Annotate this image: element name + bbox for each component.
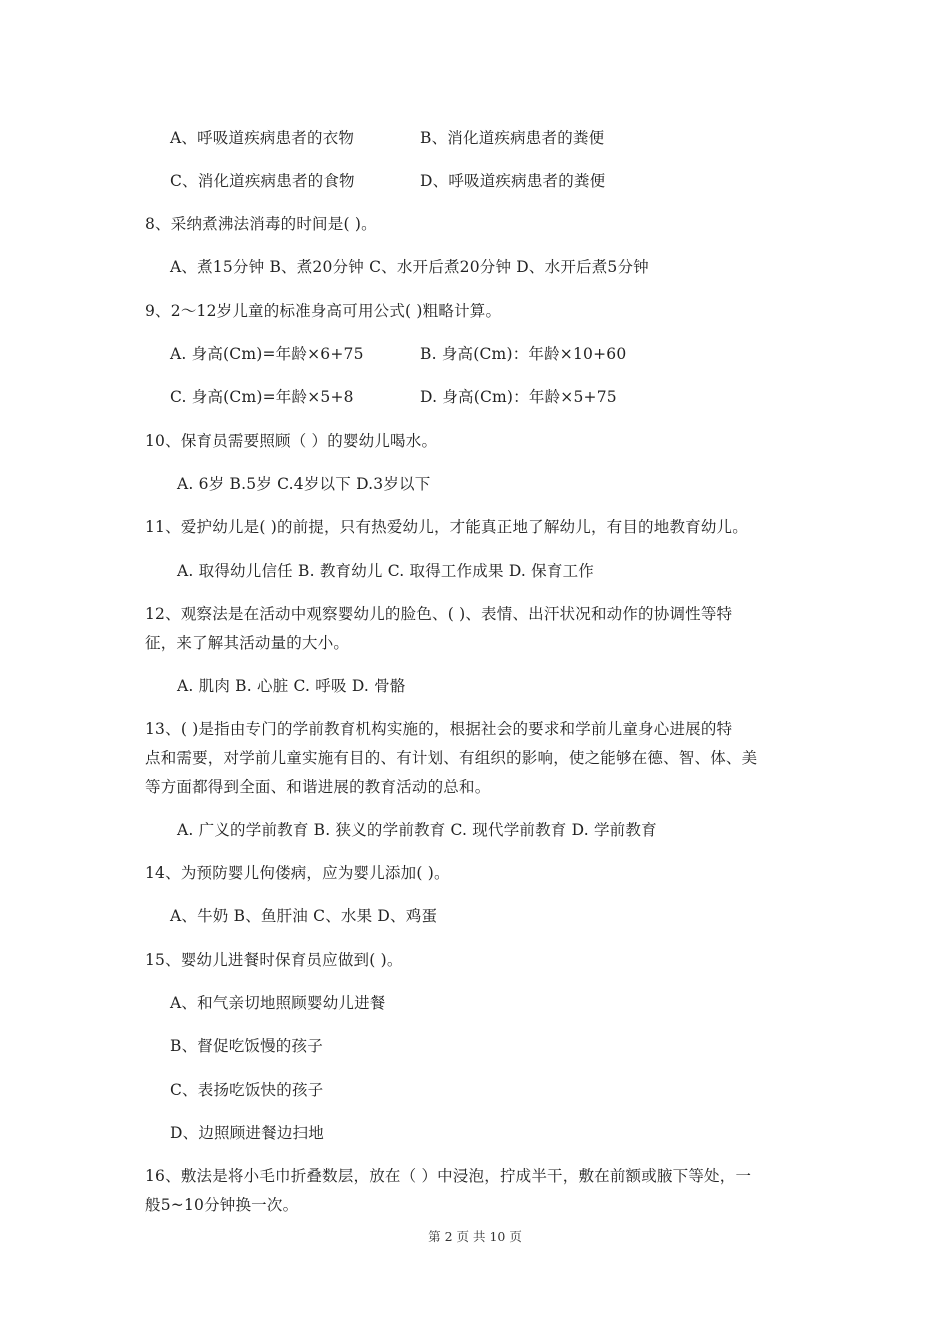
- q9-option-a: A. 身高(Cm)=年龄×6+75: [170, 345, 364, 363]
- q9-option-b: B. 身高(Cm)：年龄×10+60: [420, 345, 627, 363]
- question-13-line-1: 13、( )是指由专门的学前教育机构实施的，根据社会的要求和学前儿童身心进展的特: [145, 720, 733, 738]
- question-9: 9、2～12岁儿童的标准身高可用公式( )粗略计算。: [145, 302, 502, 320]
- q9-option-d: D. 身高(Cm)：年龄×5+75: [420, 388, 617, 406]
- question-13-line-3: 等方面都得到全面、和谐进展的教育活动的总和。: [145, 778, 491, 796]
- q8-options: A、煮15分钟 B、煮20分钟 C、水开后煮20分钟 D、水开后煮5分钟: [170, 258, 649, 276]
- question-12-line-1: 12、观察法是在活动中观察婴幼儿的脸色、( )、表情、出汗状况和动作的协调性等特: [145, 605, 733, 623]
- q7-option-c: C、消化道疾病患者的食物: [170, 172, 355, 190]
- q9-option-c: C. 身高(Cm)=年龄×5+8: [170, 388, 354, 406]
- q10-options: A. 6岁 B.5岁 C.4岁以下 D.3岁以下: [177, 475, 431, 493]
- q11-options: A. 取得幼儿信任 B. 教育幼儿 C. 取得工作成果 D. 保育工作: [177, 562, 594, 580]
- question-16-line-2: 般5~10分钟换一次。: [145, 1196, 299, 1214]
- page-footer: 第 2 页 共 10 页: [428, 1229, 522, 1244]
- question-10: 10、保育员需要照顾（ ）的婴幼儿喝水。: [145, 432, 438, 450]
- q15-option-c: C、表扬吃饭快的孩子: [170, 1081, 324, 1099]
- question-11: 11、爱护幼儿是( )的前提，只有热爱幼儿，才能真正地了解幼儿，有目的地教育幼儿。: [145, 518, 748, 536]
- q13-options: A. 广义的学前教育 B. 狭义的学前教育 C. 现代学前教育 D. 学前教育: [177, 821, 657, 839]
- question-15: 15、婴幼儿进餐时保育员应做到( )。: [145, 951, 403, 969]
- q12-options: A. 肌肉 B. 心脏 C. 呼吸 D. 骨骼: [177, 677, 406, 695]
- q15-option-d: D、边照顾进餐边扫地: [170, 1124, 324, 1142]
- question-16-line-1: 16、敷法是将小毛巾折叠数层，放在（ ）中浸泡，拧成半干，敷在前额或腋下等处，一: [145, 1167, 752, 1185]
- q14-options: A、牛奶 B、鱼肝油 C、水果 D、鸡蛋: [170, 907, 438, 925]
- question-13-line-2: 点和需要，对学前儿童实施有目的、有计划、有组织的影响，使之能够在德、智、体、美: [145, 749, 758, 767]
- question-12-line-2: 征，来了解其活动量的大小。: [145, 634, 350, 652]
- q7-option-a: A、呼吸道疾病患者的衣物: [170, 129, 355, 147]
- q15-option-b: B、督促吃饭慢的孩子: [170, 1037, 323, 1055]
- question-8: 8、采纳煮沸法消毒的时间是( )。: [145, 215, 377, 233]
- q7-option-b: B、消化道疾病患者的粪便: [420, 129, 605, 147]
- q7-option-d: D、呼吸道疾病患者的粪便: [420, 172, 606, 190]
- question-14: 14、为预防婴儿佝偻病，应为婴儿添加( )。: [145, 864, 450, 882]
- q15-option-a: A、和气亲切地照顾婴幼儿进餐: [170, 994, 386, 1012]
